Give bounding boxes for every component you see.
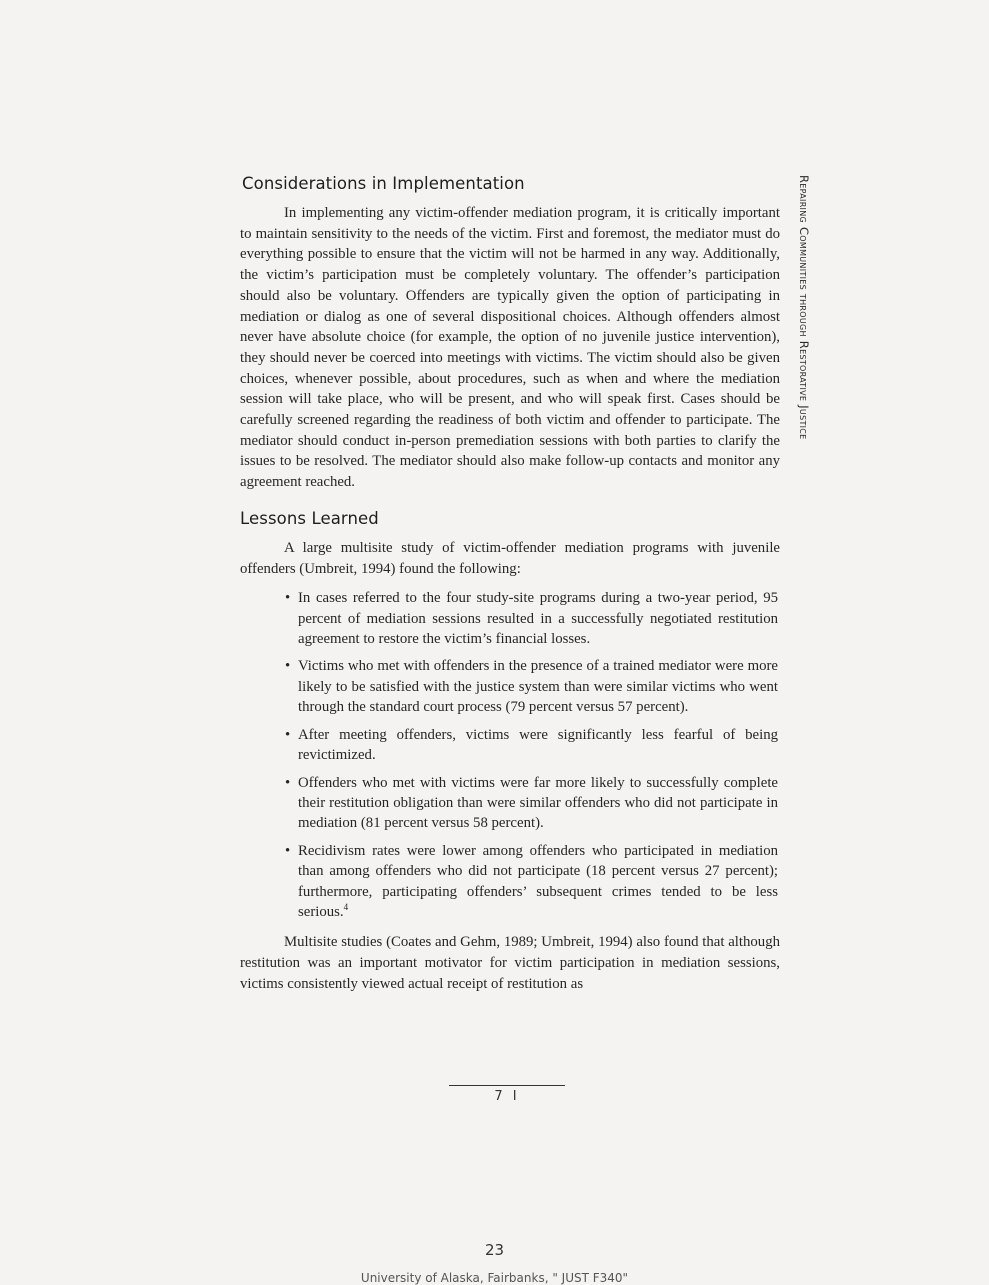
folio-rule bbox=[449, 1085, 565, 1086]
closing-paragraph: Multisite studies (Coates and Gehm, 1989; Umbreit, 1994) also found that although restitution was an important motivator for victim participation in mediation sessions, victims consistently viewed actual receipt of restitution as bbox=[240, 934, 780, 992]
footnote-marker: 4 bbox=[343, 902, 349, 913]
footer-text: University of Alaska, Fairbanks, " JUST F340" bbox=[360, 1271, 629, 1285]
section-heading: Considerations in Implementation bbox=[242, 174, 525, 193]
page-body bbox=[240, 174, 780, 994]
findings-list bbox=[240, 588, 780, 922]
folio: 7 I bbox=[494, 1089, 520, 1104]
running-head-text: Repairing Communities through Restorative Justice bbox=[797, 175, 811, 440]
list-item: • After meeting offenders, victims were significantly less fearful of being revictimized. bbox=[298, 725, 778, 766]
intro-paragraph: A large multisite study of victim-offender mediation programs with juvenile offenders (Umbreit, 1994) found the following: bbox=[240, 539, 780, 577]
list-item: • Offenders who met with victims were far more likely to successfully complete their restitution obligation than were similar offenders who did not participate in mediation (81 percent versus 58 percent). bbox=[298, 773, 778, 834]
page-number: 23 bbox=[484, 1241, 505, 1259]
list-item: • Victims who met with offenders in the presence of a trained mediator were more likely to be satisfied with the justice system than were similar victims who went through the standard court process (79 percent versus 57 percent). bbox=[298, 656, 778, 717]
body-paragraph: In implementing any victim-offender mediation program, it is critically important to maintain sensitivity to the needs of the victim. First and foremost, the mediator must do everything possible to ensure that the victim will not be harmed in any way. Additionally, the victim’s participation must be completely voluntary. The offender’s participation should also be voluntary. Offenders are typically given the option of participating in mediation or dialog as one of several dispositional choices. Although offenders almost never have absolute choice (for example, the option of no juvenile justice intervention), they should never be coerced into meetings with victims. The victim should also be given choices, whenever possible, about procedures, such as when and where the mediation session will take place, who will be present, and who will speak first. Cases should be carefully screened regarding the readiness of both victim and offender to participate. The mediator should conduct in-person premediation sessions with both parties to clarify the issues to be resolved. The mediator should also make follow-up contacts and monitor any agreement reached. bbox=[240, 205, 780, 491]
list-item-text: Recidivism rates were lower among offenders who participated in mediation than among offenders who did not participate (18 percent versus 27 percent); furthermore, participating offenders’ subsequent crimes tended to be less serious. bbox=[298, 842, 778, 920]
section-heading: Lessons Learned bbox=[240, 508, 379, 528]
list-item: • In cases referred to the four study-site programs during a two-year period, 95 percent of mediation sessions resulted in a successfully negotiated restitution agreement to restore the victim’s financial losses. bbox=[298, 588, 778, 649]
list-item bbox=[298, 841, 778, 923]
running-head bbox=[797, 175, 817, 515]
